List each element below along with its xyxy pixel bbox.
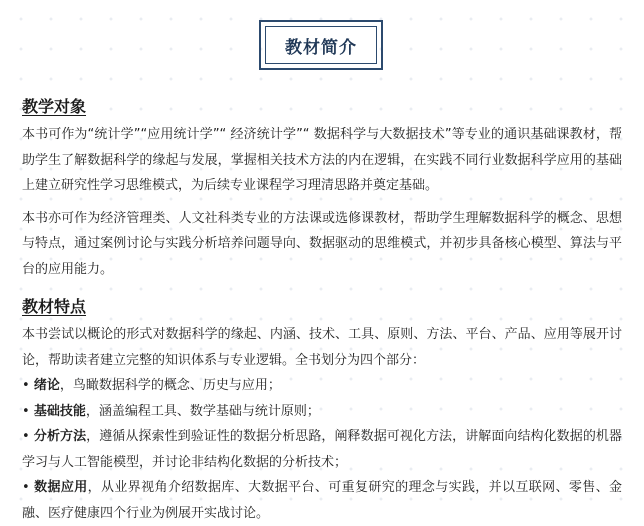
bullet-marker: • xyxy=(22,480,30,495)
bullet-text: ，遵循从探索性到验证性的数据分析思路，阐释数据可视化方法，讲解面向结构化数据的机器学习与人工智能模型，并讨论非结构化数据的分析技术； xyxy=(22,429,622,470)
bullet-marker: • xyxy=(22,378,30,393)
section-features xyxy=(22,296,622,526)
bullet-text: ，涵盖编程工具、数学基础与统计原则； xyxy=(85,403,320,419)
bullet-label: 基础技能 xyxy=(33,403,86,419)
bullet-label: 数据应用 xyxy=(34,480,88,495)
bullet-marker: • xyxy=(22,429,30,444)
section-heading-features: 教材特点 xyxy=(22,297,87,316)
bullet-text: ，从业界视角介绍数据库、大数据平台、可重复研究的理念与实践，并以互联网、零售、金融、医疗健康四个行业为例展开实战讨论。 xyxy=(22,480,622,521)
bullet-label: 绪论 xyxy=(33,378,60,393)
bullet-item xyxy=(22,399,622,425)
bullet-item xyxy=(22,373,622,399)
paragraph: 本书尝试以概论的形式对数据科学的缘起、内涵、技术、工具、原则、方法、平台、产品、应用等展开讨论，帮助读者建立完整的知识体系与专业逻辑。全书划分为四个部分： xyxy=(22,327,622,368)
bullet-item xyxy=(22,475,622,526)
bullet-label: 分析方法 xyxy=(33,429,87,444)
page-title: 教材简介 xyxy=(265,26,377,64)
paragraph: 本书可作为“统计学”“应用统计学”“ 经济统计学”“ 数据科学与大数据技术”等专业的通识基础课教材，帮助学生了解数据科学的缘起与发展，掌握相关技术方法的内在逻辑，在实践不同行业数据科学应用的基础上建立研究性学习思维模式，为后续专业课程学习理清思路并奠定基础。 xyxy=(22,127,622,193)
title-box xyxy=(259,20,383,70)
section-target-audience xyxy=(22,96,622,282)
section-heading-target-audience: 教学对象 xyxy=(22,97,87,116)
bullet-marker: • xyxy=(22,403,30,419)
paragraph: 本书亦可作为经济管理类、人文社科类专业的方法课或选修课教材，帮助学生理解数据科学的概念、思想与特点，通过案例讨论与实践分析培养问题导向、数据驱动的思维模式，并初步具备核心模型、算法与平台的应用能力。 xyxy=(22,210,622,277)
content xyxy=(22,96,622,526)
bullet-item xyxy=(22,424,622,475)
bullet-text: ，鸟瞰数据科学的概念、历史与应用； xyxy=(59,378,281,393)
